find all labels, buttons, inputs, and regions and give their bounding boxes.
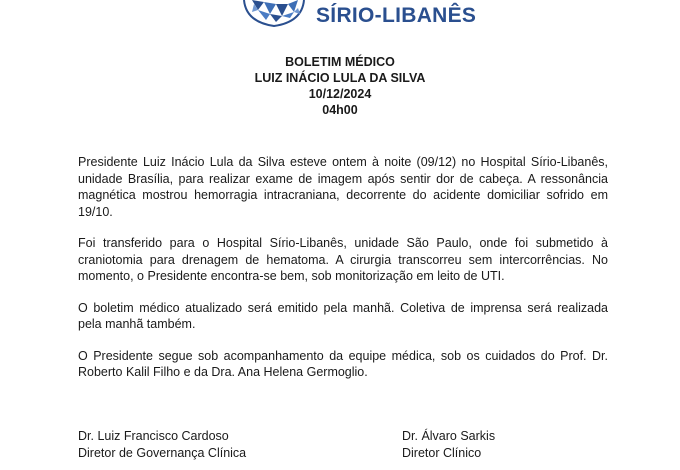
signer-name: Dr. Luiz Francisco Cardoso [78, 429, 229, 443]
paragraph-1: Presidente Luiz Inácio Lula da Silva esteve ontem à noite (09/12) no Hospital Sírio-Libanês, unidade Brasília, para realizar exame de imagem após sentir dor de cabeça. A ressonância magnética mostrou hemorragia intracraniana, decorrente do acidente domiciliar sofrido em 19/10. [78, 155, 608, 219]
paragraph-4: O Presidente segue sob acompanhamento da equipe médica, sob os cuidados do Prof. Dr. Roberto Kalil Filho e da Dra. Ana Helena Germoglio. [78, 348, 608, 379]
bulletin-date: 10/12/2024 [308, 87, 372, 101]
bulletin-header [0, 54, 680, 118]
hospital-logo [236, 0, 477, 32]
paragraph-3: O boletim médico atualizado será emitido pela manhã. Coletiva de imprensa será realizada pela manhã também. [78, 300, 608, 331]
signer-role: Diretor de Governança Clínica [78, 446, 247, 460]
signature-left [78, 428, 246, 462]
bulletin-title: BOLETIM MÉDICO [285, 55, 395, 69]
signer-role: Diretor Clínico [402, 446, 482, 460]
patient-name: LUIZ INÁCIO LULA DA SILVA [254, 71, 426, 85]
hospital-name: SÍRIO-LIBANÊS [316, 4, 477, 27]
bulletin-body [78, 154, 608, 396]
paragraph-2: Foi transferido para o Hospital Sírio-Libanês, unidade São Paulo, onde foi submetido à craniotomia para drenagem de hematoma. A cirurgia transcorreu sem intercorrências. No momento, o Presidente encontra-se bem, sob monitorização em leito de UTI. [78, 236, 608, 283]
signer-name: Dr. Álvaro Sarkis [402, 429, 496, 443]
signature-right [402, 428, 495, 462]
bulletin-time: 04h00 [322, 103, 358, 117]
globe-mosaic-icon [240, 0, 308, 30]
